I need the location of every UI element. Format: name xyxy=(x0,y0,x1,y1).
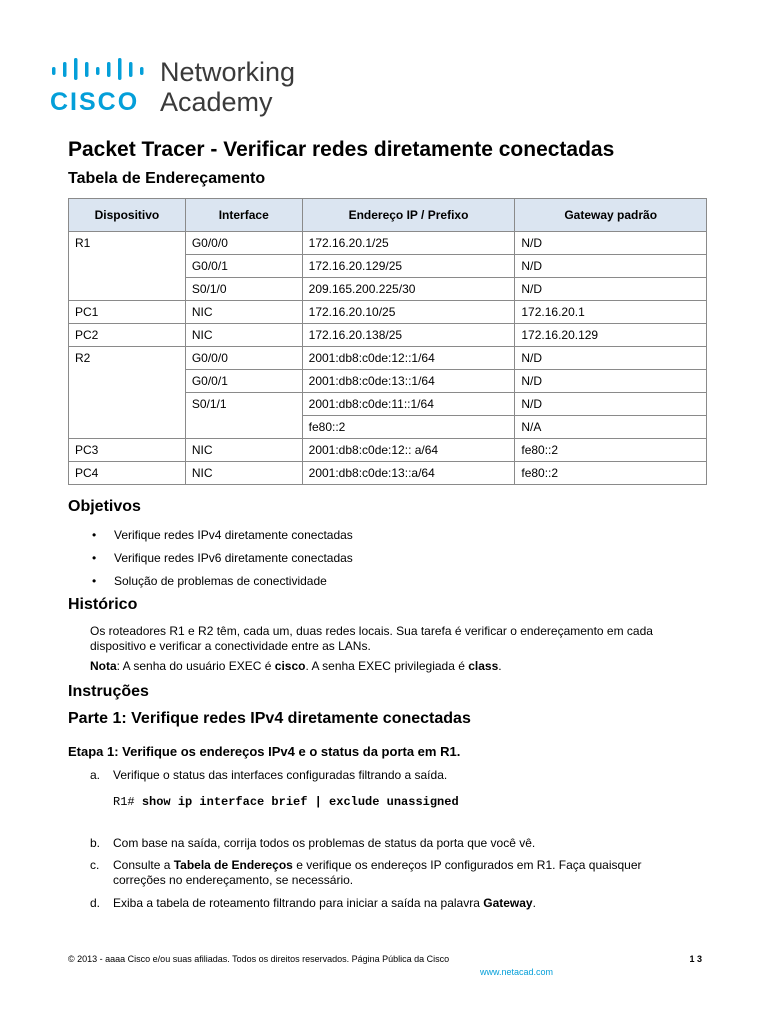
cell-address: 2001:db8:c0de:11::1/64 xyxy=(302,393,515,416)
step-d-pre: Exiba a tabela de roteamento filtrando para iniciar a saída na palavra xyxy=(113,896,484,910)
cell-interface: G0/0/0 xyxy=(185,232,302,255)
cell-gateway: N/D xyxy=(515,232,707,255)
step-d-label: d. xyxy=(90,896,101,910)
table-row xyxy=(69,347,707,370)
cisco-networking-academy-logo xyxy=(50,56,350,120)
note-label: Nota xyxy=(90,659,117,673)
cell-gateway: N/D xyxy=(515,278,707,301)
table-row xyxy=(69,324,707,347)
header-endereco: Endereço IP / Prefixo xyxy=(302,199,515,232)
exec-password: cisco xyxy=(274,659,306,673)
table-header-row xyxy=(69,199,707,232)
logo-academy-text: Academy xyxy=(160,87,273,117)
header-interface: Interface xyxy=(185,199,302,232)
header-gateway: Gateway padrão xyxy=(515,199,707,232)
cell-gateway: N/D xyxy=(515,255,707,278)
objetivos-list xyxy=(92,527,353,596)
cell-gateway: N/D xyxy=(515,370,707,393)
note-text-1: : A senha do usuário EXEC é xyxy=(116,659,275,673)
step-b-text: Com base na saída, corrija todos os problemas de status da porta que você vê. xyxy=(113,836,536,850)
command-text: show ip interface brief | exclude unassigned xyxy=(141,795,459,809)
cisco-bridge-icon xyxy=(50,58,150,80)
step-d-text xyxy=(113,896,693,911)
page-number: 1 3 xyxy=(689,954,702,964)
cell-interface: G0/0/1 xyxy=(185,370,302,393)
cell-gateway: fe80::2 xyxy=(515,439,707,462)
cell-interface: G0/0/0 xyxy=(185,347,302,370)
document-title: Packet Tracer - Verificar redes diretamente conectadas xyxy=(68,138,615,161)
instrucoes-heading: Instruções xyxy=(68,683,149,700)
step-d-end: . xyxy=(532,896,536,910)
cell-device: PC1 xyxy=(69,301,186,324)
cell-address: 2001:db8:c0de:13::a/64 xyxy=(302,462,515,485)
cell-device: PC3 xyxy=(69,439,186,462)
objetivos-heading: Objetivos xyxy=(68,498,141,515)
cell-interface: S0/1/1 xyxy=(185,393,302,439)
cell-address: 209.165.200.225/30 xyxy=(302,278,515,301)
header-dispositivo: Dispositivo xyxy=(69,199,186,232)
cell-device: PC2 xyxy=(69,324,186,347)
cell-interface: NIC xyxy=(185,301,302,324)
command-line xyxy=(113,795,459,809)
table-row xyxy=(69,462,707,485)
cell-address: fe80::2 xyxy=(302,416,515,439)
list-item: • Verifique redes IPv4 diretamente conectadas xyxy=(92,527,353,550)
note-text-2: . A senha EXEC privilegiada é xyxy=(305,659,469,673)
cell-interface: NIC xyxy=(185,439,302,462)
cell-address: 2001:db8:c0de:12::1/64 xyxy=(302,347,515,370)
step-c-label: c. xyxy=(90,858,100,872)
cell-interface: G0/0/1 xyxy=(185,255,302,278)
cell-device: R1 xyxy=(69,232,186,301)
table-heading: Tabela de Endereçamento xyxy=(68,170,266,187)
step-c-pre: Consulte a xyxy=(113,858,174,872)
note-text-3: . xyxy=(498,659,502,673)
step-b-label: b. xyxy=(90,836,101,850)
step-a-label: a. xyxy=(90,768,101,782)
step-c-bold: Tabela de Endereços xyxy=(173,858,293,872)
footer-url-link[interactable]: www.netacad.com xyxy=(480,967,554,977)
cell-gateway: 172.16.20.129 xyxy=(515,324,707,347)
historico-note xyxy=(90,659,700,674)
cell-interface: NIC xyxy=(185,462,302,485)
logo-networking-text: Networking xyxy=(160,57,296,87)
cell-gateway: N/A xyxy=(515,416,707,439)
part1-heading: Parte 1: Verifique redes IPv4 diretamente conectadas xyxy=(68,710,471,727)
table-row xyxy=(69,439,707,462)
cell-address: 172.16.20.10/25 xyxy=(302,301,515,324)
cell-address: 172.16.20.129/25 xyxy=(302,255,515,278)
step-a-text: Verifique o status das interfaces configuradas filtrando a saída. xyxy=(113,768,448,782)
footer-copyright: © 2013 - aaaa Cisco e/ou suas afiliadas. Todos os direitos reservados. Página Pública da Cisco xyxy=(68,954,450,964)
cell-interface: S0/1/0 xyxy=(185,278,302,301)
addressing-table xyxy=(68,198,707,485)
historico-text: Os roteadores R1 e R2 têm, cada um, duas redes locais. Sua tarefa é verificar o endereçamento em cada dispositivo e verificar a conectividade entre as LANs. xyxy=(90,624,653,653)
cell-gateway: N/D xyxy=(515,393,707,416)
privileged-password: class xyxy=(468,659,499,673)
cell-gateway: N/D xyxy=(515,347,707,370)
list-item: • Verifique redes IPv6 diretamente conectadas xyxy=(92,550,353,573)
cell-address: 172.16.20.138/25 xyxy=(302,324,515,347)
cell-interface: NIC xyxy=(185,324,302,347)
cell-device: PC4 xyxy=(69,462,186,485)
cisco-wordmark: CISCO xyxy=(50,88,140,116)
historico-heading: Histórico xyxy=(68,596,138,613)
step-c-post: e verifique os endereços IP configurados em R1. Faça quaisquer correções no endereçamento, se necessário. xyxy=(113,858,642,887)
cell-address: 172.16.20.1/25 xyxy=(302,232,515,255)
cell-address: 2001:db8:c0de:12:: a/64 xyxy=(302,439,515,462)
cell-device: R2 xyxy=(69,347,186,439)
cell-gateway: fe80::2 xyxy=(515,462,707,485)
list-item: • Solução de problemas de conectividade xyxy=(92,573,353,596)
cell-gateway: 172.16.20.1 xyxy=(515,301,707,324)
command-prompt: R1# xyxy=(113,795,142,809)
step-c-text xyxy=(113,858,693,888)
cell-address: 2001:db8:c0de:13::1/64 xyxy=(302,370,515,393)
table-row xyxy=(69,232,707,255)
step-d-bold: Gateway xyxy=(483,896,533,910)
table-row xyxy=(69,301,707,324)
step1-heading: Etapa 1: Verifique os endereços IPv4 e o status da porta em R1. xyxy=(68,744,461,759)
